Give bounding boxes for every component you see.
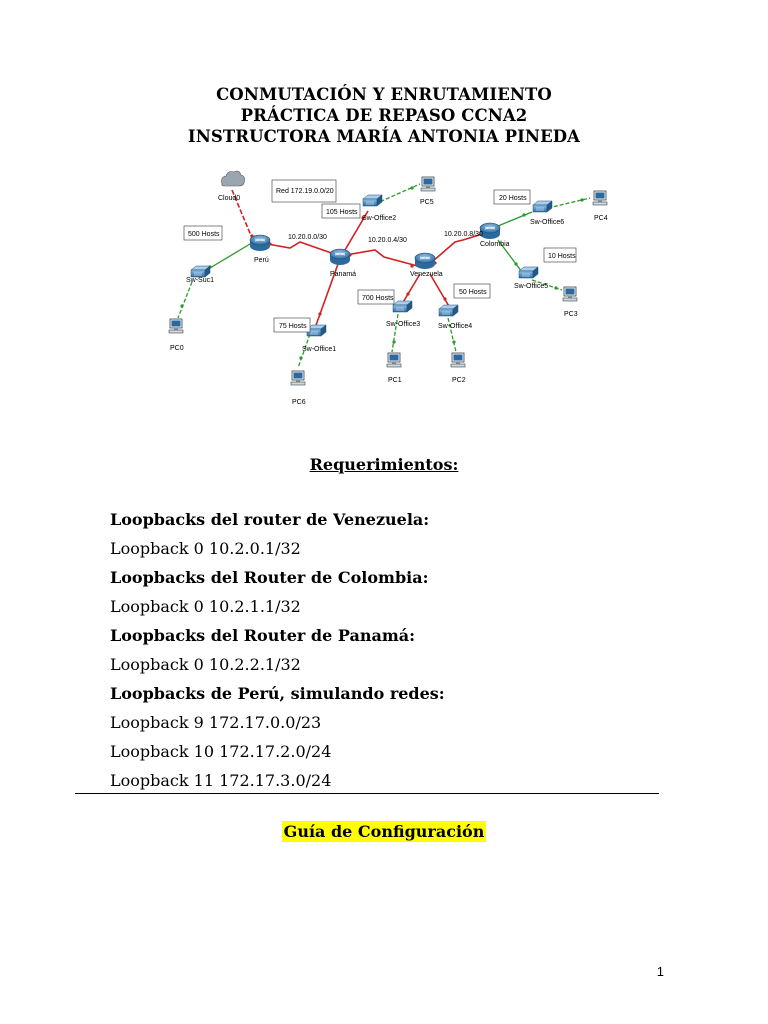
req-line-5: Loopbacks del Router de Panamá: [110, 626, 416, 645]
label-sw-office1: Sw-Office1 [302, 346, 337, 353]
switch-office6-icon [533, 201, 552, 212]
label-pc5: PC5 [420, 199, 434, 206]
router-venezuela-icon [415, 253, 435, 269]
network-topology-diagram [150, 156, 620, 406]
label-sw-office6: Sw-Office6 [530, 219, 565, 226]
link-venezuela-swoffice4 [430, 274, 450, 308]
box-20-hosts: 20 Hosts [499, 195, 527, 202]
cloud-icon [222, 171, 245, 186]
switch-office5-icon [519, 267, 538, 278]
label-colombia: Colombia [480, 241, 510, 248]
link-label-2: 10.20.0.4/30 [368, 237, 407, 244]
box-10-hosts: 10 Hosts [548, 253, 576, 260]
pc6-icon [291, 371, 305, 385]
req-line-2: Loopback 0 10.2.0.1/32 [110, 539, 301, 558]
link-label-3: 10.20.0.8/30 [444, 231, 483, 238]
pc2-icon [451, 353, 465, 367]
link-peru-panama [262, 242, 340, 256]
switch-office2-icon [363, 195, 382, 206]
label-cloud: Cloud0 [218, 195, 241, 202]
requirements-list [110, 505, 710, 795]
box-75-hosts: 75 Hosts [279, 323, 307, 330]
switch-office4-icon [439, 305, 458, 316]
link-venezuela-swoffice3 [402, 274, 420, 304]
pc3-icon [563, 287, 577, 301]
requirements-heading: Requerimientos: [309, 455, 459, 474]
label-pc1: PC1 [388, 377, 402, 384]
box-700-hosts: 700 Hosts [362, 295, 394, 302]
req-line-8: Loopback 9 172.17.0.0/23 [110, 713, 322, 732]
pc4-icon [593, 191, 607, 205]
req-line-3: Loopbacks del Router de Colombia: [110, 568, 429, 587]
horizontal-rule [75, 793, 659, 794]
label-pc0: PC0 [170, 345, 184, 352]
pc1-icon [387, 353, 401, 367]
label-peru: Perú [254, 257, 269, 264]
req-line-6: Loopback 0 10.2.2.1/32 [110, 655, 301, 674]
title-line-2: PRÁCTICA DE REPASO CCNA2 [240, 106, 528, 125]
label-sw-office3: Sw-Office3 [386, 321, 421, 328]
box-50-hosts: 50 Hosts [459, 289, 487, 296]
pc0-icon [169, 319, 183, 333]
label-pc2: PC2 [452, 377, 466, 384]
router-peru-icon [250, 235, 270, 251]
req-line-9: Loopback 10 172.17.2.0/24 [110, 742, 332, 761]
router-colombia-icon [480, 223, 500, 239]
box-105-hosts: 105 Hosts [326, 209, 358, 216]
label-pc3: PC3 [564, 311, 578, 318]
label-sw-office4: Sw-Office4 [438, 323, 473, 330]
label-sw-office5: Sw-Office5 [514, 283, 549, 290]
box-red: Red 172.19.0.0/20 [276, 188, 334, 195]
link-label-1: 10.20.0.0/30 [288, 234, 327, 241]
title-line-1: CONMUTACIÓN Y ENRUTAMIENTO [216, 85, 552, 104]
req-line-7: Loopbacks de Perú, simulando redes: [110, 684, 445, 703]
label-pc4: PC4 [594, 215, 608, 222]
req-line-10: Loopback 11 172.17.3.0/24 [110, 771, 332, 790]
switch-office3-icon [393, 301, 412, 312]
guide-heading: Guía de Configuración [283, 822, 485, 841]
label-pc6: PC6 [292, 399, 306, 406]
switch-suc1-icon [191, 266, 210, 277]
label-venezuela: Venezuela [410, 271, 443, 278]
label-sw-office2: Sw-Office2 [362, 215, 397, 222]
label-panama: Panamá [330, 271, 357, 278]
title-line-3: INSTRUCTORA MARÍA ANTONIA PINEDA [187, 127, 581, 146]
req-line-4: Loopback 0 10.2.1.1/32 [110, 597, 301, 616]
page-number: 1 [656, 964, 664, 979]
req-line-1: Loopbacks del router de Venezuela: [110, 510, 430, 529]
pc5-icon [421, 177, 435, 191]
box-500-hosts: 500 Hosts [188, 231, 220, 238]
label-sw-suc1: Sw-Suc1 [186, 277, 215, 284]
router-panama-icon [330, 249, 350, 265]
document-title [0, 84, 768, 147]
